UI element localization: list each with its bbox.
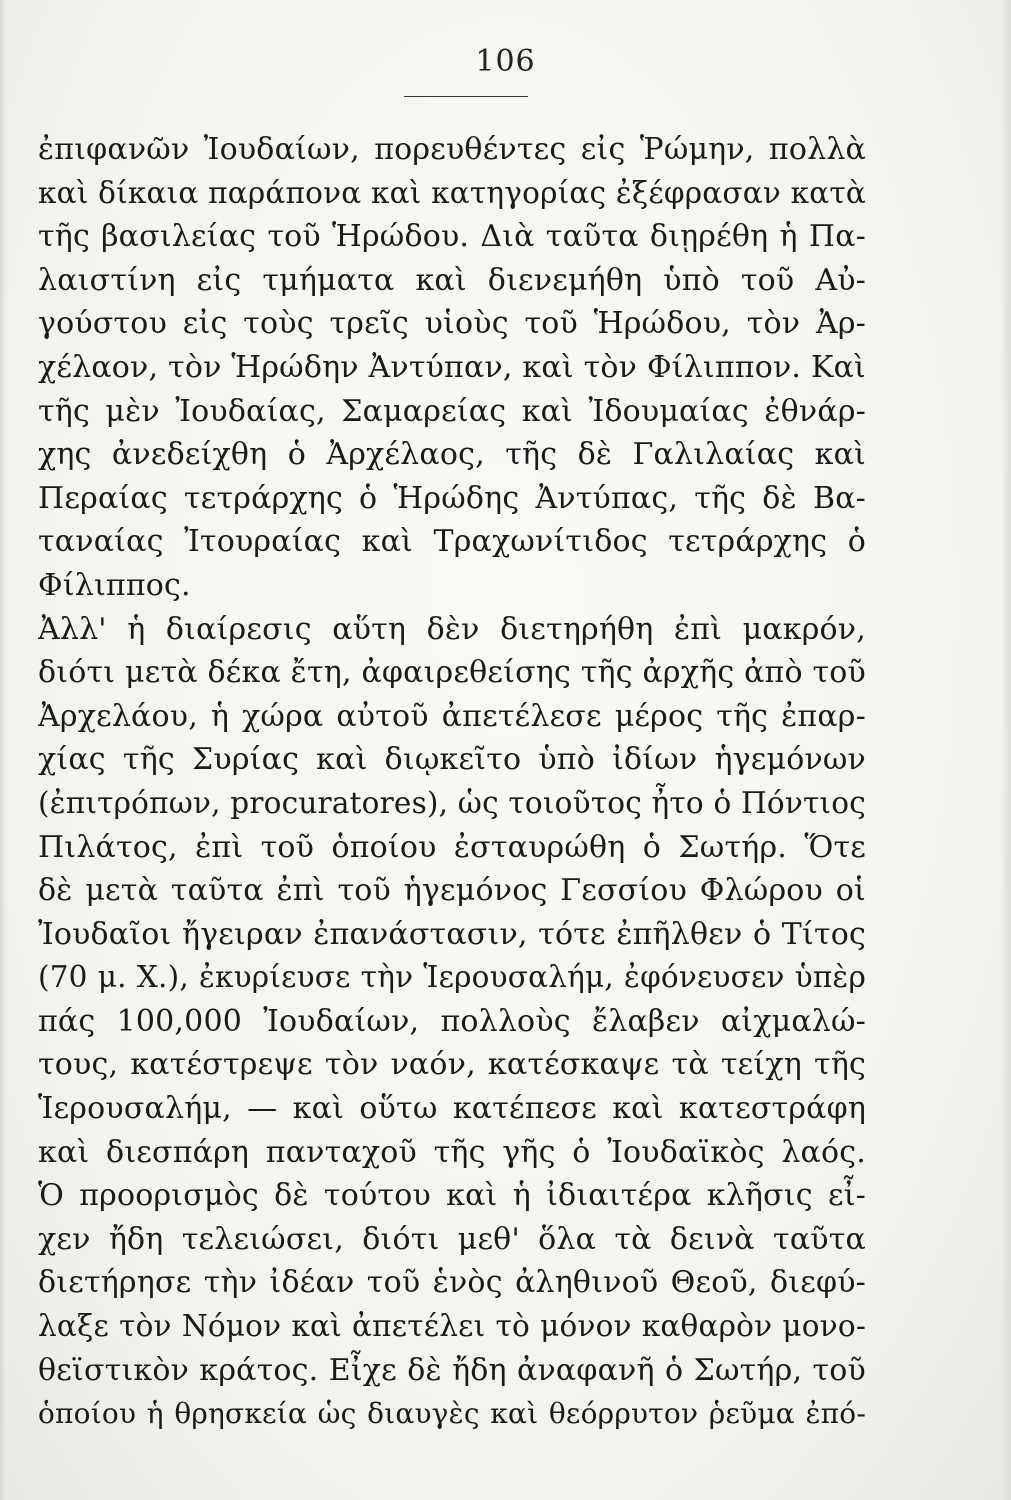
text-line-21: πάς 100,000 Ἰουδαίων, πολλοὺς ἔλαβεν αἰχμαλώ- [38,1003,866,1039]
text-line-14: Ἀρχελάου, ἡ χώρα αὐτοῦ ἀπετέλεσε μέρος τῆς ἐπαρ- [38,698,866,734]
text-line-13: διότι μετὰ δέκα ἔτη, ἀφαιρεθείσης τῆς ἀρχῆς ἀπὸ τοῦ [38,655,866,691]
text-line-28: λαξε τὸν Νόμον καὶ ἀπετέλει τὸ μόνον καθαρὸν μονο- [38,1309,866,1344]
text-line-2: καὶ δίκαια παράπονα καὶ κατηγορίας ἐξέφρασαν κατὰ [38,175,866,210]
text-line-18: δὲ μετὰ ταῦτα ἐπὶ τοῦ ἡγεμόνος Γεσσίου Φλώρου οἱ [38,873,866,909]
page-number: 106 [475,44,536,79]
text-line-17: Πιλάτος, ἐπὶ τοῦ ὁποίου ἐσταυρώθη ὁ Σωτήρ. Ὅτε [38,829,866,865]
text-line-7: τῆς μὲν Ἰουδαίας, Σαμαρείας καὶ Ἰδουμαίας ἐθνάρ- [38,393,866,429]
text-line-9: Περαίας τετράρχης ὁ Ἡρώδης Ἀντύπας, τῆς δὲ Βα- [38,480,866,516]
header-rule [404,96,528,97]
body-text [38,128,866,1436]
text-line-26: χεν ἤδη τελειώσει, διότι μεθ' ὅλα τὰ δεινὰ ταῦτα [38,1221,866,1257]
text-line-19: Ἰουδαῖοι ἤγειραν ἐπανάστασιν, τότε ἐπῆλθεν ὁ Τίτος [38,916,866,952]
text-line-5: γούστου εἰς τοὺς τρεῖς υἱοὺς τοῦ Ἡρώδου, τὸν Ἀρ- [38,306,866,342]
text-line-23: Ἱερουσαλήμ, — καὶ οὕτω κατέπεσε καὶ κατεστράφη [38,1091,866,1127]
text-line-24: καὶ διεσπάρη πανταχοῦ τῆς γῆς ὁ Ἰουδαϊκὸς λαός. [38,1134,866,1170]
text-line-3: τῆς βασιλείας τοῦ Ἡρώδου. Διὰ ταῦτα διῃρέθη ἡ Πα- [38,219,866,255]
text-line-11: Φίλιππος. [38,567,191,603]
text-line-12: Ἀλλ' ἡ διαίρεσις αὕτη δὲν διετηρήθη ἐπὶ μακρόν, [38,611,866,647]
page-gutter-shadow [0,0,6,1500]
text-line-30: ὁποίου ἡ θρησκεία ὡς διαυγὲς καὶ θεόρρυτον ῥεῦμα ἐπό- [38,1397,866,1431]
text-line-25: Ὁ προορισμὸς δὲ τούτου καὶ ἡ ἰδιαιτέρα κλῆσις εἶ- [38,1178,866,1214]
text-line-16: (ἐπιτρόπων, procuratores), ὡς τοιοῦτος ἦτο ὁ Πόντιος [38,785,866,820]
page-edge-shadow [1001,0,1011,1500]
text-line-1: ἐπιφανῶν Ἰουδαίων, πορευθέντες εἰς Ῥώμην, πολλὰ [38,132,866,167]
text-line-10: ταναίας Ἰτουραίας καὶ Τραχωνίτιδος τετράρχης ὁ [38,524,866,560]
text-line-27: διετήρησε τὴν ἰδέαν τοῦ ἑνὸς ἀληθινοῦ Θεοῦ, διεφύ- [38,1265,866,1301]
text-line-29: θεϊστικὸν κράτος. Εἶχε δὲ ἤδη ἀναφανῆ ὁ Σωτήρ, τοῦ [38,1352,866,1388]
text-line-4: λαιστίνη εἰς τμήματα καὶ διενεμήθη ὑπὸ τοῦ Αὐ- [38,262,866,298]
text-line-15: χίας τῆς Συρίας καὶ διῳκεῖτο ὑπὸ ἰδίων ἡγεμόνων [38,742,866,778]
text-line-20: (70 μ. Χ.), ἐκυρίευσε τὴν Ἱερουσαλήμ, ἐφόνευσεν ὑπὲρ [38,960,866,995]
text-line-8: χης ἀνεδείχθη ὁ Ἀρχέλαος, τῆς δὲ Γαλιλαίας καὶ [38,437,866,473]
text-line-6: χέλαον, τὸν Ἡρώδην Ἀντύπαν, καὶ τὸν Φίλιππον. Καὶ [38,349,866,385]
text-line-22: τους, κατέστρεψε τὸν ναόν, κατέσκαψε τὰ τείχη τῆς [38,1047,866,1083]
